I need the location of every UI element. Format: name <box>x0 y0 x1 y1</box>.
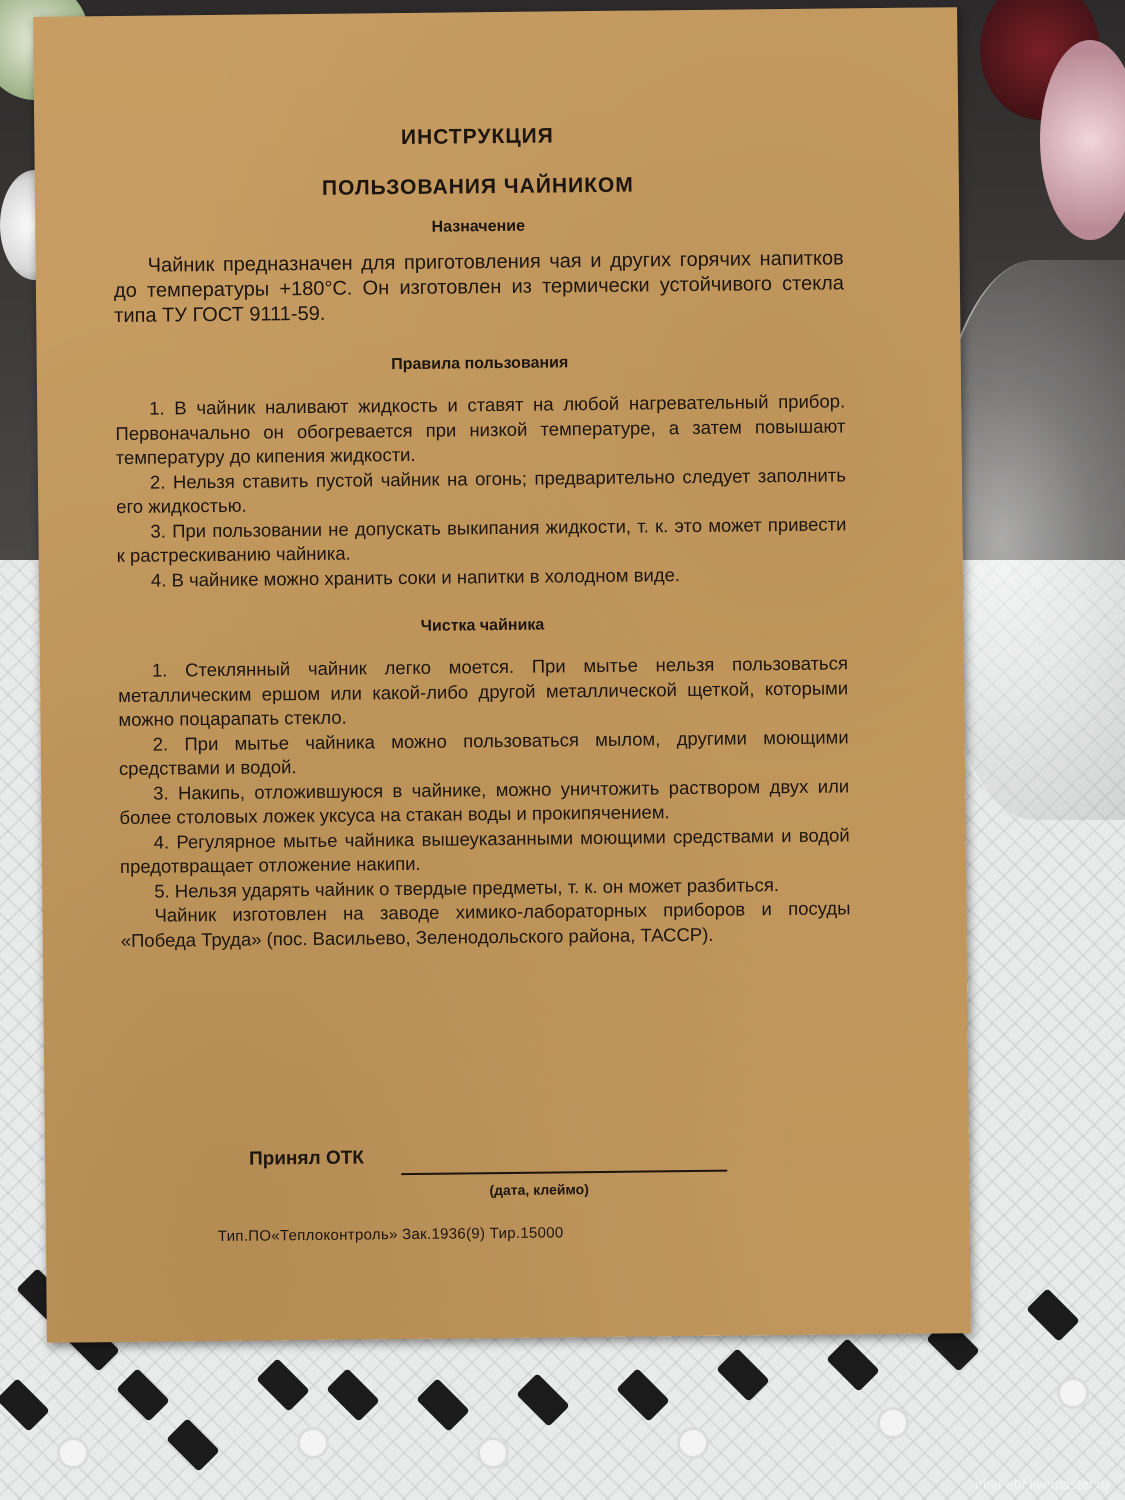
cleaning-item: 3. Накипь, отложившуюся в чайнике, можно уничтожить раствором двух или более столовых ложек уксуса на стакан воды и прокипячением. <box>119 774 850 829</box>
rule-item: 4. В чайнике можно хранить соки и напитки в холодном виде. <box>150 563 681 591</box>
lace-hole <box>326 1368 380 1422</box>
rule-item: 2. Нельзя ставить пустой чайник на огонь; предварительно следует заполнить его жидкостью. <box>116 463 847 518</box>
lace-knot <box>60 1440 86 1466</box>
signature-line <box>401 1170 727 1175</box>
document-title: ИНСТРУКЦИЯ <box>400 124 554 150</box>
lace-knot <box>300 1430 326 1456</box>
lace-hole <box>416 1378 470 1432</box>
cleaning-item: 5. Нельзя ударять чайник о твердые предметы, т. к. он может разбиться. <box>154 873 780 902</box>
watermark: irina-e0f.livemaster.ru <box>975 1476 1109 1492</box>
instruction-sheet <box>33 7 971 1343</box>
lace-knot <box>880 1410 906 1436</box>
lace-hole <box>0 1378 50 1432</box>
rule-item: 1. В чайник наливают жидкость и ставят на любой нагревательный прибор. Первоначально он обогревается при низкой температуре, а затем повышают температуру до кипения жидкости. <box>115 390 846 469</box>
cleaning-item: 1. Стеклянный чайник легко моется. При мытье нельзя пользоваться металлическим ершом или какой-либо другой металлической щеткой, которыми можно поцарапать стекло. <box>118 652 849 731</box>
lace-hole <box>716 1348 770 1402</box>
document-subtitle: ПОЛЬЗОВАНИЯ ЧАЙНИКОМ <box>321 173 634 200</box>
lace-hole <box>826 1338 880 1392</box>
lace-hole <box>256 1358 310 1412</box>
lace-knot <box>1060 1380 1086 1406</box>
cleaning-item: 4. Регулярное мытье чайника вышеуказанными моющими средствами и водой предотвращает отложение накипи. <box>119 823 850 878</box>
rules-heading: Правила пользования <box>391 354 569 374</box>
rule-item: 3. При пользовании не допускать выкипания жидкости, т. к. это может привести к растрескиванию чайника. <box>116 512 847 567</box>
lace-hole <box>116 1368 170 1422</box>
quality-control-signature <box>249 1143 770 1208</box>
lace-hole <box>166 1418 220 1472</box>
otk-label: Принял ОТК <box>248 1147 365 1170</box>
lace-knot <box>480 1440 506 1466</box>
rules-list <box>115 389 847 593</box>
purpose-heading: Назначение <box>431 217 526 236</box>
lace-hole <box>616 1368 670 1422</box>
cleaning-list <box>118 651 851 953</box>
print-imprint: Тип.ПО«Теплоконтроль» Зак.1936(9) Тир.15000 <box>217 1224 564 1246</box>
sheet-content <box>112 118 851 953</box>
lace-hole <box>1026 1288 1080 1342</box>
otk-note: (дата, клеймо) <box>489 1181 589 1199</box>
cleaning-heading: Чистка чайника <box>420 616 545 635</box>
cleaning-item: 2. При мытье чайника можно пользоваться мылом, другими моющими средствами и водой. <box>118 725 849 780</box>
manufacturer-note: Чайник изготовлен на заводе химико-лабораторных приборов и посуды «Победа Труда» (пос. Васильево, Зеленодольского района, ТАССР). <box>120 897 851 951</box>
lace-knot <box>680 1430 706 1456</box>
purpose-text: Чайник предназначен для приготовления чая и других горячих напитков до температуры +180°С. Он изготовлен из термически устойчивого стекла типа ТУ ГОСТ 9111-59. <box>113 247 845 328</box>
lace-hole <box>516 1373 570 1427</box>
